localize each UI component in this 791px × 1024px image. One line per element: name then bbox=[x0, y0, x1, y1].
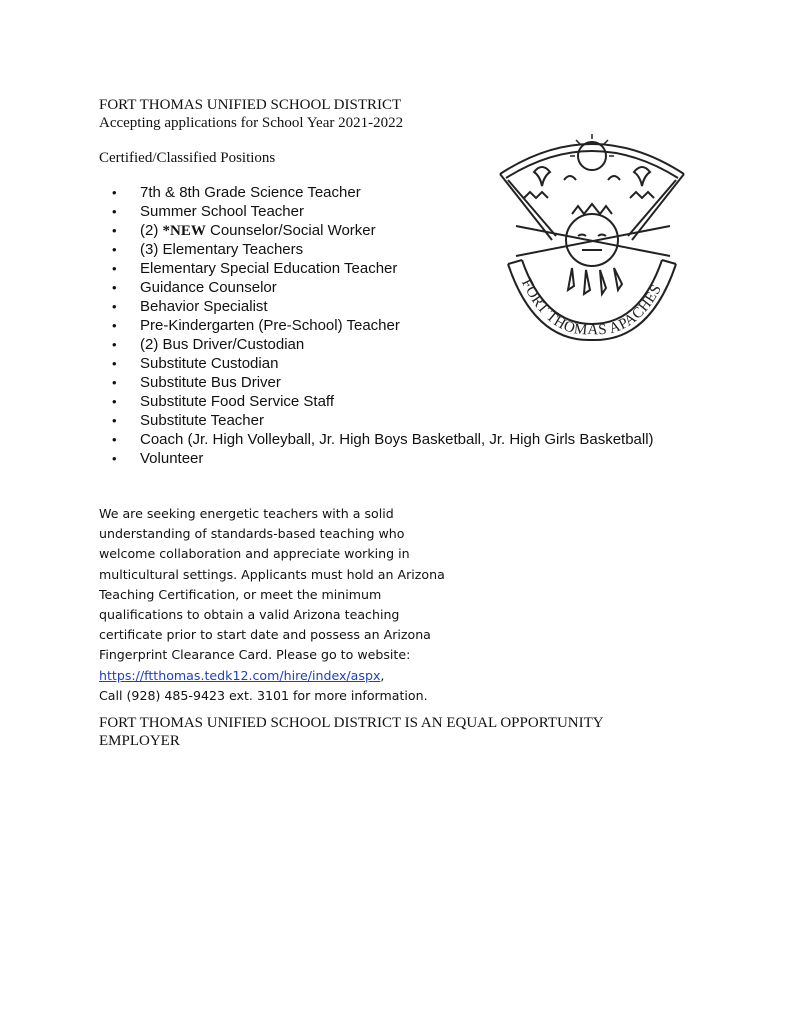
paragraph-line: certificate prior to start date and possess an Arizona bbox=[99, 627, 431, 643]
equal-opportunity-statement bbox=[99, 714, 659, 750]
position-label: Substitute Food Service Staff bbox=[140, 393, 334, 410]
bullet-icon: • bbox=[112, 261, 117, 276]
position-label: Behavior Specialist bbox=[140, 298, 268, 315]
position-label: Coach (Jr. High Volleyball, Jr. High Boys Basketball, Jr. High Girls Basketball) bbox=[140, 431, 654, 448]
position-label: (2) Bus Driver/Custodian bbox=[140, 336, 305, 353]
bullet-icon: • bbox=[112, 451, 117, 466]
bullet-icon: • bbox=[112, 337, 117, 352]
bullet-icon: • bbox=[112, 432, 117, 447]
website-link[interactable]: https://ftthomas.tedk12.com/hire/index/aspx bbox=[99, 667, 381, 683]
bullet-icon: • bbox=[112, 280, 117, 295]
svg-text:FORT THOMAS APACHES bbox=[518, 277, 665, 339]
bullet-icon: • bbox=[112, 356, 117, 371]
bullet-icon: • bbox=[112, 375, 117, 390]
paragraph-line: We are seeking energetic teachers with a solid bbox=[99, 506, 394, 521]
bullet-icon: • bbox=[112, 204, 117, 219]
description-paragraph bbox=[99, 504, 459, 706]
bullet-icon: • bbox=[112, 242, 117, 257]
website-line bbox=[99, 666, 459, 686]
paragraph-line: Fingerprint Clearance Card. Please go to website: bbox=[99, 647, 411, 663]
positions-heading: Certified/Classified Positions bbox=[99, 150, 276, 166]
statement-line-2: EMPLOYER bbox=[99, 733, 180, 749]
paragraph-line: qualifications to obtain a valid Arizona teaching bbox=[99, 607, 400, 623]
bullet-icon: • bbox=[112, 318, 117, 333]
paragraph-line: Teaching Certification, or meet the minimum bbox=[99, 586, 382, 602]
position-label: 7th & 8th Grade Science Teacher bbox=[140, 184, 361, 201]
paragraph-line: multicultural settings. Applicants must hold an Arizona bbox=[99, 566, 445, 582]
link-suffix: , bbox=[380, 667, 385, 683]
position-label: Guidance Counselor bbox=[140, 279, 277, 296]
bullet-icon: • bbox=[112, 299, 117, 314]
new-badge: *NEW bbox=[162, 223, 206, 239]
fort-thomas-apaches-seal-icon bbox=[494, 128, 690, 346]
position-label: Summer School Teacher bbox=[140, 203, 304, 220]
list-item bbox=[112, 392, 654, 411]
bullet-icon: • bbox=[112, 223, 117, 238]
paragraph-line: welcome collaboration and appreciate working in bbox=[99, 546, 410, 562]
statement-line-1: FORT THOMAS UNIFIED SCHOOL DISTRICT IS AN EQUAL OPPORTUNITY bbox=[99, 715, 604, 731]
position-label: Substitute Bus Driver bbox=[140, 374, 281, 391]
position-label: Pre-Kindergarten (Pre-School) Teacher bbox=[140, 317, 400, 334]
list-item bbox=[112, 354, 654, 373]
list-item bbox=[112, 411, 654, 430]
list-item bbox=[112, 449, 654, 468]
paragraph-line: understanding of standards-based teaching who bbox=[99, 526, 405, 542]
district-title: FORT THOMAS UNIFIED SCHOOL DISTRICT bbox=[99, 97, 402, 113]
call-line: Call (928) 485-9423 ext. 3101 for more information. bbox=[99, 687, 428, 703]
position-label: (3) Elementary Teachers bbox=[140, 241, 304, 258]
list-item bbox=[112, 430, 654, 449]
bullet-icon: • bbox=[112, 394, 117, 409]
position-prefix: (2) bbox=[140, 222, 163, 239]
position-label: Substitute Teacher bbox=[140, 412, 264, 429]
bullet-icon: • bbox=[112, 413, 117, 428]
bullet-icon: • bbox=[112, 185, 117, 200]
position-label: Counselor/Social Worker bbox=[205, 222, 376, 239]
list-item bbox=[112, 373, 654, 392]
school-year-subtitle: Accepting applications for School Year 2021-2022 bbox=[99, 115, 404, 131]
position-label: Elementary Special Education Teacher bbox=[140, 260, 398, 277]
header bbox=[99, 96, 403, 132]
seal-text: FORT THOMAS APACHES bbox=[518, 276, 666, 339]
position-label: Volunteer bbox=[140, 450, 204, 467]
position-label: Substitute Custodian bbox=[140, 355, 279, 372]
